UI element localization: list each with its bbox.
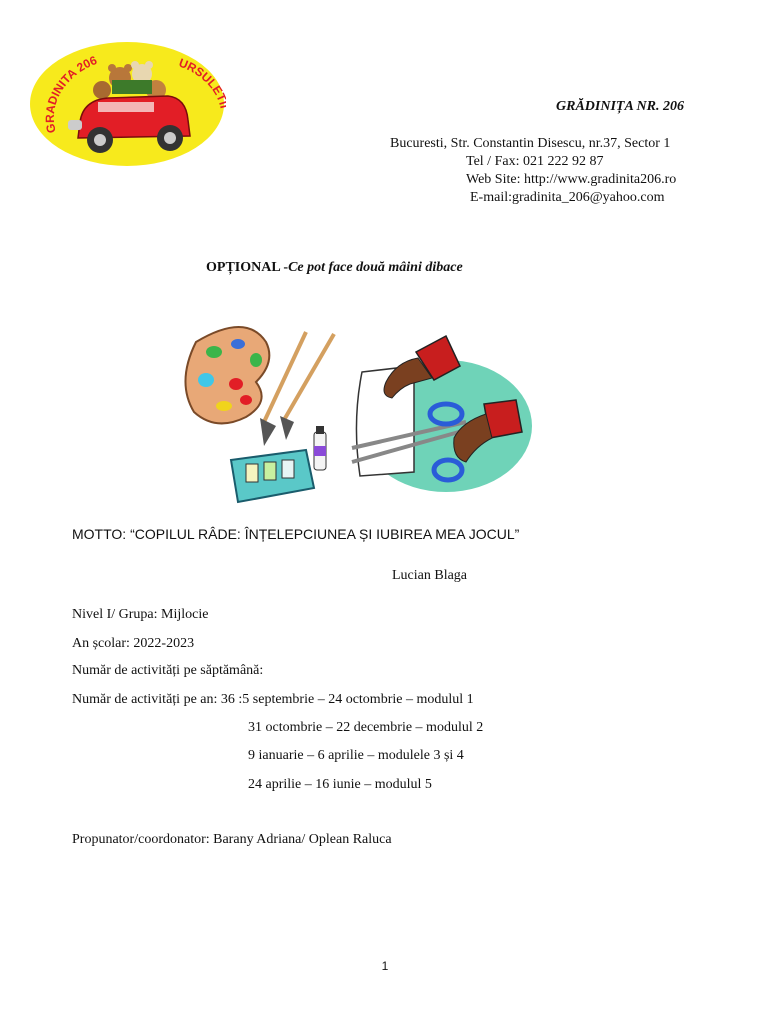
logo-text-left: GRADINITA 206 — [42, 53, 99, 135]
school-name: GRĂDINIȚA NR. 206 — [556, 99, 684, 114]
coordinator: Propunator/coordonator: Barany Adriana/ Oplean Raluca — [72, 832, 392, 847]
module-line: 9 ianuarie – 6 aprilie – modulele 3 și 4 — [248, 748, 464, 763]
optional-name: Ce pot face două mâini dibace — [288, 260, 463, 275]
activities-per-year: Număr de activități pe an: 36 :5 septembrie – 24 octombrie – modulul 1 — [72, 692, 474, 707]
page-number: 1 — [381, 959, 389, 973]
module-line: 24 aprilie – 16 iunie – modulul 5 — [248, 777, 432, 792]
motto-author: Lucian Blaga — [392, 568, 468, 583]
optional-prefix: OPȚIONAL - — [206, 260, 289, 275]
activities-per-week: Număr de activități pe săptămână: — [72, 663, 264, 678]
module-line: 31 octombrie – 22 decembrie – modulul 2 — [248, 720, 484, 735]
logo-text-right: URSULE — [176, 55, 226, 98]
optional-title — [206, 259, 463, 276]
paint-palette-icon — [185, 327, 269, 423]
school-website: Web Site: http://www.gradinita206.ro — [466, 172, 677, 187]
paint-box-icon — [231, 450, 314, 502]
school-address: Bucuresti, Str. Constantin Disescu, nr.37, Sector 1 — [390, 136, 671, 151]
kindergarten-logo — [28, 40, 226, 168]
school-year: An școlar: 2022-2023 — [72, 636, 195, 651]
crafts-clipart — [176, 322, 532, 510]
paint-tube-icon — [314, 426, 326, 470]
school-email: E-mail:gradinita_206@yahoo.com — [470, 190, 665, 205]
level-group: Nivel I/ Grupa: Mijlocie — [72, 607, 209, 622]
motto-text: MOTTO: “COPILUL RÂDE: ÎNȚELEPCIUNEA ȘI IUBIREA MEA JOCUL” — [72, 526, 520, 542]
school-phone: Tel / Fax: 021 222 92 87 — [466, 154, 604, 169]
